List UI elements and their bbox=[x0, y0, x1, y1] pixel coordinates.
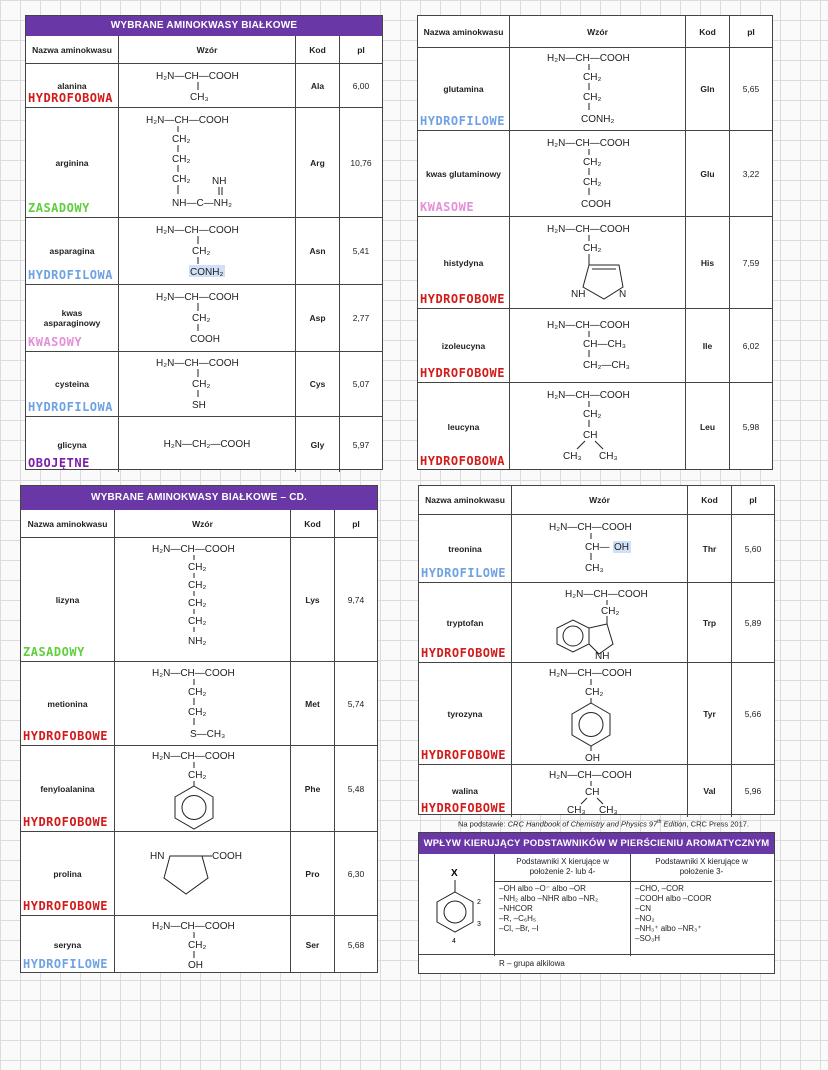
amino-pi: 6,00 bbox=[352, 80, 370, 91]
svg-text:CH₃: CH₃ bbox=[562, 450, 582, 462]
amino-code: Glu bbox=[686, 131, 730, 216]
svg-text:OH: OH bbox=[187, 959, 203, 971]
table-row bbox=[26, 417, 382, 472]
svg-text:H₂N—CH—COOH: H₂N—CH—COOH bbox=[564, 588, 648, 600]
svg-text:H₂N—CH—COOH: H₂N—CH—COOH bbox=[151, 750, 235, 762]
header-name: Nazwa aminokwasu bbox=[26, 36, 119, 63]
amino-pi: 5,65 bbox=[742, 84, 760, 94]
amino-name: tryptofan bbox=[446, 617, 484, 628]
list-item: –CN bbox=[635, 904, 652, 913]
amino-code: Asn bbox=[296, 218, 340, 284]
amino-code: Arg bbox=[296, 108, 340, 217]
property-note: ZASADOWY bbox=[23, 645, 85, 659]
property-note: KWASOWY bbox=[28, 335, 83, 349]
svg-text:CH₃: CH₃ bbox=[566, 805, 586, 816]
structural-formula bbox=[148, 541, 258, 659]
svg-text:CH₂—CH₃: CH₂—CH₃ bbox=[582, 359, 630, 371]
svg-text:CH₂: CH₂ bbox=[187, 769, 206, 781]
structural-formula bbox=[152, 68, 262, 104]
amino-code: His bbox=[686, 217, 730, 308]
amino-pi: 7,59 bbox=[742, 257, 760, 268]
svg-text:CH₃: CH₃ bbox=[190, 91, 209, 103]
property-note: HYDROFILOWE bbox=[23, 957, 108, 971]
property-note: HYDROFOBOWE bbox=[421, 801, 506, 815]
amino-pi: 5,96 bbox=[744, 786, 762, 796]
amino-name: asparagina bbox=[49, 246, 95, 256]
svg-text:CH₂: CH₂ bbox=[584, 686, 603, 698]
svg-text:CONH₂: CONH₂ bbox=[190, 267, 224, 278]
amino-code: Asp bbox=[296, 285, 340, 351]
amino-pi: 5,48 bbox=[347, 783, 365, 794]
header-name: Nazwa aminokwasu bbox=[21, 510, 115, 537]
amino-code: Ala bbox=[296, 64, 340, 107]
header-pi: pI bbox=[352, 518, 360, 529]
svg-text:COOH: COOH bbox=[190, 334, 220, 345]
amino-name: glutamina bbox=[443, 84, 484, 94]
table-title: WYBRANE AMINOKWASY BIAŁKOWE – CD. bbox=[21, 486, 377, 510]
structural-formula bbox=[525, 586, 675, 660]
table-row bbox=[418, 383, 772, 470]
table-row bbox=[418, 217, 772, 309]
table-row bbox=[21, 832, 377, 916]
table-row bbox=[419, 583, 774, 663]
svg-text:CH₂: CH₂ bbox=[187, 561, 206, 573]
structural-formula bbox=[148, 748, 258, 830]
svg-text:NH: NH bbox=[570, 288, 585, 300]
svg-text:CH₂: CH₂ bbox=[192, 313, 211, 324]
col1-header: Podstawniki X kierujące w położenie 2- lub 4- bbox=[495, 854, 630, 882]
structural-formula bbox=[142, 112, 272, 214]
svg-text:H₂N—CH—COOH: H₂N—CH—COOH bbox=[146, 114, 229, 126]
svg-text:H₂N—CH—COOH: H₂N—CH—COOH bbox=[156, 358, 239, 369]
svg-text:CH₂: CH₂ bbox=[172, 153, 191, 165]
amino-name: arginina bbox=[55, 157, 89, 168]
svg-text:CH: CH bbox=[584, 787, 599, 798]
table-row bbox=[26, 64, 382, 108]
svg-text:CONH₂: CONH₂ bbox=[580, 114, 614, 125]
svg-text:NH₂: NH₂ bbox=[187, 635, 206, 647]
table-row bbox=[26, 285, 382, 352]
amino-code: Lys bbox=[291, 538, 335, 661]
amino-pi: 2,77 bbox=[352, 313, 370, 323]
amino-code: Gln bbox=[686, 48, 730, 130]
amino-code: Cys bbox=[296, 352, 340, 416]
svg-text:CH₂: CH₂ bbox=[172, 173, 191, 185]
amino-table-4 bbox=[418, 485, 775, 815]
svg-text:OH: OH bbox=[613, 541, 629, 553]
table-row bbox=[418, 48, 772, 131]
property-note: HYDROFOBOWE bbox=[23, 729, 108, 743]
list-item: –NH₂ albo –NHR albo –NR₂ bbox=[499, 894, 599, 903]
svg-text:CH: CH bbox=[582, 429, 597, 441]
amino-pi: 9,74 bbox=[347, 594, 365, 605]
svg-text:CH₂: CH₂ bbox=[187, 686, 206, 698]
amino-pi: 5,66 bbox=[744, 708, 762, 719]
svg-text:H₂N—CH—COOH: H₂N—CH—COOH bbox=[151, 667, 235, 679]
svg-text:H₂N—CH—COOH: H₂N—CH—COOH bbox=[546, 53, 630, 64]
amino-name: alanina bbox=[57, 80, 87, 91]
header-formula: Wzór bbox=[512, 486, 688, 514]
property-note: HYDROFOBOWE bbox=[23, 815, 108, 829]
svg-text:H₂N—CH—COOH: H₂N—CH—COOH bbox=[546, 137, 630, 149]
structural-formula bbox=[152, 289, 262, 347]
amino-code: Ser bbox=[291, 916, 335, 973]
amino-code: Val bbox=[688, 765, 732, 817]
svg-text:COOH: COOH bbox=[580, 198, 611, 210]
header-formula: Wzór bbox=[510, 16, 686, 47]
amino-pi: 5,07 bbox=[352, 379, 370, 389]
svg-text:N: N bbox=[618, 288, 626, 300]
header-name: Nazwa aminokwasu bbox=[418, 16, 510, 47]
amino-code: Pro bbox=[291, 832, 335, 915]
amino-pi: 5,98 bbox=[742, 421, 760, 432]
substituent-table bbox=[418, 832, 775, 974]
amino-pi: 10,76 bbox=[350, 157, 372, 168]
svg-text:SH: SH bbox=[192, 400, 206, 411]
header-code: Kod bbox=[688, 486, 732, 514]
table-row bbox=[26, 218, 382, 285]
col2-header: Podstawniki X kierujące w położenie 3- bbox=[631, 854, 772, 882]
amino-name: metionina bbox=[47, 698, 88, 709]
property-note: KWASOWE bbox=[420, 200, 475, 214]
svg-text:CH—CH₃: CH—CH₃ bbox=[582, 338, 626, 350]
source-note: Na podstawie: CRC Handbook of Chemistry and Physics 97th Edition, CRC Press 2017. bbox=[458, 819, 750, 829]
structural-formula bbox=[545, 665, 655, 763]
table-header bbox=[21, 510, 377, 538]
amino-name: lizyna bbox=[55, 594, 80, 605]
header-code: Kod bbox=[296, 36, 340, 63]
structural-formula bbox=[543, 221, 653, 305]
amino-code: Tyr bbox=[688, 663, 732, 764]
table-row bbox=[418, 131, 772, 217]
table-row bbox=[26, 352, 382, 417]
svg-text:H₂N—CH—COOH: H₂N—CH—COOH bbox=[546, 319, 630, 331]
svg-text:CH₂: CH₂ bbox=[582, 92, 601, 103]
table-row bbox=[21, 538, 377, 662]
svg-text:CH₃: CH₃ bbox=[598, 805, 618, 816]
list-item: –OH albo –O⁻ albo –OR bbox=[499, 884, 586, 893]
amino-pi: 6,30 bbox=[347, 868, 365, 879]
amino-name: kwas glutaminowy bbox=[425, 168, 502, 179]
svg-text:H₂N—CH—COOH: H₂N—CH—COOH bbox=[151, 543, 235, 555]
header-pi: pI bbox=[747, 26, 755, 37]
amino-code: Thr bbox=[688, 515, 732, 582]
svg-text:3: 3 bbox=[477, 921, 481, 928]
list-item: –Cl, –Br, –I bbox=[499, 924, 539, 933]
table-row bbox=[21, 916, 377, 973]
structural-formula bbox=[148, 844, 258, 904]
structural-formula bbox=[543, 387, 653, 467]
list-item: –NO₂ bbox=[635, 914, 655, 923]
property-note: HYDROFILOWA bbox=[28, 268, 113, 282]
property-note: HYDROFOBOWA bbox=[420, 454, 505, 468]
amino-pi: 5,74 bbox=[347, 698, 365, 709]
list-item: –NHCOR bbox=[499, 904, 533, 913]
list-item: –SO₃H bbox=[635, 934, 661, 943]
amino-name: glicyna bbox=[57, 439, 87, 450]
structural-formula bbox=[543, 135, 653, 213]
table-row bbox=[419, 765, 774, 817]
amino-pi: 6,02 bbox=[742, 340, 760, 351]
table-row bbox=[418, 309, 772, 383]
svg-text:OH: OH bbox=[584, 752, 600, 764]
svg-text:CH₂: CH₂ bbox=[187, 579, 206, 591]
property-note: HYDROFOBOWA bbox=[28, 91, 113, 105]
list-item: –CHO, –COR bbox=[635, 884, 684, 893]
svg-text:CH₂: CH₂ bbox=[582, 156, 601, 168]
structural-formula: H₂N—CH₂—COOH bbox=[163, 439, 251, 450]
property-note: HYDROFOBOWE bbox=[420, 292, 505, 306]
svg-text:CH₂: CH₂ bbox=[187, 615, 206, 627]
amino-code: Trp bbox=[688, 583, 732, 662]
structural-formula bbox=[152, 355, 262, 413]
col2-list bbox=[631, 882, 772, 946]
svg-text:H₂N—CH—COOH: H₂N—CH—COOH bbox=[548, 521, 632, 533]
amino-name: tyrozyna bbox=[447, 708, 483, 719]
svg-text:CH₃: CH₃ bbox=[584, 562, 604, 574]
list-item: –COOH albo –COOR bbox=[635, 894, 712, 903]
substituent-grid bbox=[419, 854, 774, 955]
svg-text:CH₂: CH₂ bbox=[192, 246, 211, 257]
table-header bbox=[26, 36, 382, 64]
svg-text:CH₂: CH₂ bbox=[582, 408, 601, 420]
svg-text:CH₂: CH₂ bbox=[192, 379, 211, 390]
structural-formula bbox=[152, 222, 262, 280]
svg-text:S—CH₃: S—CH₃ bbox=[189, 728, 225, 740]
property-note: HYDROFOBOWE bbox=[421, 646, 506, 660]
structural-formula bbox=[545, 519, 655, 579]
svg-text:CH—: CH— bbox=[584, 541, 609, 553]
svg-text:HN: HN bbox=[149, 850, 164, 862]
svg-text:H₂N—CH—COOH: H₂N—CH—COOH bbox=[548, 770, 632, 781]
amino-name: treonina bbox=[448, 543, 482, 554]
table-row bbox=[26, 108, 382, 218]
svg-text:CH₂: CH₂ bbox=[187, 706, 206, 718]
structural-formula bbox=[148, 665, 258, 743]
svg-text:CH₂: CH₂ bbox=[582, 176, 601, 188]
amino-name: cysteina bbox=[54, 379, 90, 389]
amino-code: Leu bbox=[686, 383, 730, 470]
structural-formula bbox=[148, 918, 258, 972]
amino-pi: 5,60 bbox=[744, 543, 762, 554]
property-note: OBOJĘTNE bbox=[28, 456, 90, 470]
svg-text:COOH: COOH bbox=[211, 850, 242, 862]
table-row bbox=[21, 662, 377, 746]
property-note: HYDROFILOWA bbox=[28, 400, 113, 414]
list-item: –NH₃⁺ albo –NR₃⁺ bbox=[635, 924, 702, 933]
amino-name: walina bbox=[452, 786, 478, 796]
svg-text:CH₂: CH₂ bbox=[172, 133, 191, 145]
amino-name: seryna bbox=[53, 939, 82, 950]
svg-text:H₂N—CH—COOH: H₂N—CH—COOH bbox=[548, 667, 632, 679]
svg-text:H₂N—CH—COOH: H₂N—CH—COOH bbox=[156, 70, 239, 82]
header-formula: Wzór bbox=[115, 510, 291, 537]
property-note: ZASADOWY bbox=[28, 201, 90, 215]
svg-text:H₂N—CH—COOH: H₂N—CH—COOH bbox=[546, 223, 630, 235]
amino-name: prolina bbox=[53, 868, 82, 879]
svg-text:4: 4 bbox=[452, 938, 456, 945]
header-name: Nazwa aminokwasu bbox=[419, 486, 512, 514]
substituent-footer: R – grupa alkilowa bbox=[499, 959, 565, 968]
property-note: HYDROFOBOWE bbox=[420, 366, 505, 380]
amino-pi: 5,97 bbox=[352, 439, 370, 450]
svg-text:CH₂: CH₂ bbox=[582, 242, 601, 254]
list-item: –R, –C₆H₅ bbox=[499, 914, 537, 923]
amino-code: Gly bbox=[296, 417, 340, 472]
header-formula: Wzór bbox=[119, 36, 296, 63]
amino-pi: 3,22 bbox=[742, 168, 760, 179]
svg-text:NH—C—NH₂: NH—C—NH₂ bbox=[172, 197, 232, 209]
table-title: WPŁYW KIERUJĄCY PODSTAWNIKÓW W PIERŚCIENIU AROMATYCZNYM bbox=[419, 833, 774, 854]
structural-formula bbox=[545, 767, 655, 815]
svg-text:CH₂: CH₂ bbox=[187, 597, 206, 609]
table-row bbox=[21, 746, 377, 832]
svg-text:H₂N—CH—COOH: H₂N—CH—COOH bbox=[151, 920, 235, 932]
header-code: Kod bbox=[686, 16, 730, 47]
table-header bbox=[419, 486, 774, 515]
amino-code: Ile bbox=[686, 309, 730, 382]
table-row bbox=[419, 515, 774, 583]
svg-text:H₂N—CH—COOH: H₂N—CH—COOH bbox=[156, 225, 239, 236]
svg-text:NH: NH bbox=[594, 650, 609, 662]
svg-text:2: 2 bbox=[477, 899, 481, 906]
svg-text:NH: NH bbox=[212, 175, 227, 187]
svg-text:CH₂: CH₂ bbox=[582, 72, 601, 83]
header-pi: pI bbox=[749, 495, 757, 505]
svg-text:X: X bbox=[451, 868, 458, 879]
col1-list bbox=[495, 882, 630, 936]
amino-name: fenyloalanina bbox=[40, 783, 95, 794]
header-pi: pI bbox=[357, 44, 365, 55]
amino-name: histydyna bbox=[443, 257, 484, 268]
amino-pi: 5,68 bbox=[347, 939, 365, 950]
amino-code: Met bbox=[291, 662, 335, 745]
structural-formula bbox=[543, 50, 653, 128]
property-note: HYDROFOBOWE bbox=[421, 748, 506, 762]
amino-table-1 bbox=[25, 15, 383, 470]
amino-pi: 5,41 bbox=[352, 246, 370, 256]
table-title: WYBRANE AMINOKWASY BIAŁKOWE bbox=[26, 16, 382, 36]
amino-table-2 bbox=[417, 15, 773, 470]
svg-text:CH₂: CH₂ bbox=[600, 605, 619, 617]
amino-code: Phe bbox=[291, 746, 335, 831]
svg-text:CH₂: CH₂ bbox=[187, 939, 206, 951]
structural-formula bbox=[543, 317, 653, 375]
benzene-ring-icon bbox=[419, 854, 495, 954]
table-row bbox=[419, 663, 774, 765]
amino-name: kwas asparaginowy bbox=[43, 308, 101, 328]
property-note: HYDROFOBOWE bbox=[23, 899, 108, 913]
property-note: HYDROFILOWE bbox=[420, 114, 505, 128]
svg-text:H₂N—CH—COOH: H₂N—CH—COOH bbox=[546, 389, 630, 401]
svg-text:CH₃: CH₃ bbox=[598, 450, 618, 462]
header-code: Kod bbox=[291, 510, 335, 537]
property-note: HYDROFILOWE bbox=[421, 566, 506, 580]
amino-table-3 bbox=[20, 485, 378, 973]
amino-name: leucyna bbox=[447, 421, 480, 432]
svg-text:H₂N—CH—COOH: H₂N—CH—COOH bbox=[156, 292, 239, 303]
amino-name: izoleucyna bbox=[441, 340, 486, 351]
table-header bbox=[418, 16, 772, 48]
amino-pi: 5,89 bbox=[744, 617, 762, 628]
